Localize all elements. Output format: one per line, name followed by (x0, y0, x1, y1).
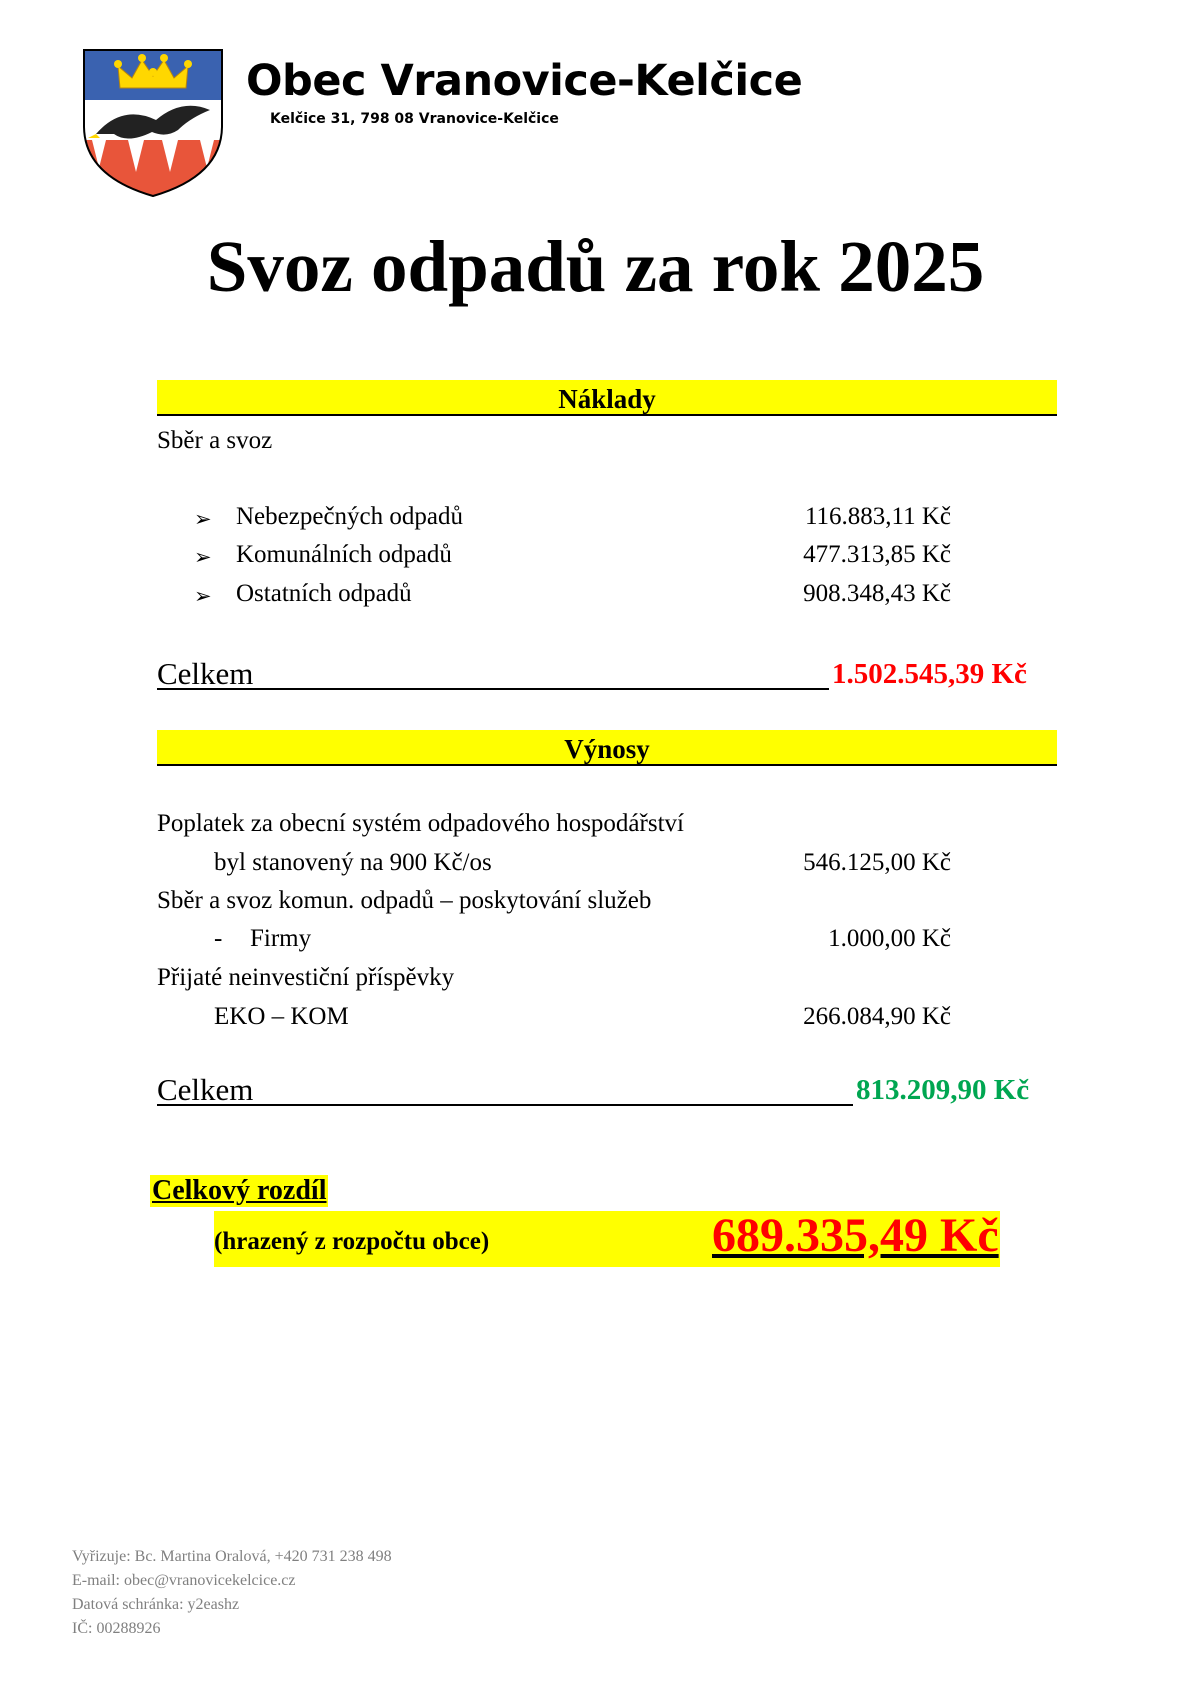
costs-total-label: Celkem (157, 656, 254, 691)
costs-heading: Náklady (157, 380, 1057, 416)
revenues-total-label: Celkem (157, 1072, 254, 1107)
revenues-total-amount: 813.209,90 Kč (856, 1074, 1030, 1106)
revenues-total-underline (157, 1104, 853, 1106)
footer-ic: IČ: 00288926 (72, 1620, 161, 1637)
revenue-fee-amount: 546.125,00 Kč (803, 849, 951, 876)
costs-item-label: Komunálních odpadů (236, 541, 452, 568)
footer-email: E-mail: obec@vranovicekelcice.cz (72, 1572, 296, 1589)
arrow-bullet-icon: ➢ (194, 545, 212, 569)
revenue-services-label: Sběr a svoz komun. odpadů – poskytování služeb (157, 887, 652, 914)
org-name: Obec Vranovice-Kelčice (246, 56, 803, 106)
revenue-contrib-amount: 266.084,90 Kč (803, 1003, 951, 1030)
revenue-fee-label: Poplatek za obecní systém odpadového hospodářství (157, 810, 684, 837)
arrow-bullet-icon: ➢ (194, 584, 212, 608)
revenue-services-dash: - (214, 925, 223, 952)
costs-item-label: Ostatních odpadů (236, 580, 412, 607)
footer-contact: Vyřizuje: Bc. Martina Oralová, +420 731 238 498 (72, 1548, 392, 1565)
revenue-fee-sub: byl stanovený na 900 Kč/os (214, 849, 492, 876)
revenue-services-amount: 1.000,00 Kč (828, 925, 951, 952)
costs-item-amount: 477.313,85 Kč (803, 541, 951, 568)
arrow-bullet-icon: ➢ (194, 507, 212, 531)
costs-intro: Sběr a svoz (157, 427, 273, 454)
footer-databox: Datová schránka: y2eashz (72, 1596, 240, 1613)
costs-total-amount: 1.502.545,39 Kč (832, 658, 1027, 690)
difference-sub: (hrazený z rozpočtu obce) (214, 1228, 490, 1255)
page-title: Svoz odpadů za rok 2025 (206, 226, 985, 307)
costs-item-amount: 116.883,11 Kč (804, 503, 951, 530)
revenue-services-sub: Firmy (250, 925, 312, 952)
difference-label: Celkový rozdíl (152, 1175, 327, 1206)
costs-item-amount: 908.348,43 Kč (803, 580, 951, 607)
costs-total-underline (157, 688, 829, 690)
org-address: Kelčice 31, 798 08 Vranovice-Kelčice (270, 111, 559, 127)
difference-amount: 689.335,49 Kč (712, 1209, 999, 1262)
costs-item-label: Nebezpečných odpadů (236, 503, 463, 530)
revenue-contrib-sub: EKO – KOM (214, 1003, 349, 1030)
revenues-heading: Výnosy (157, 730, 1057, 766)
coat-of-arms-logo (82, 48, 224, 198)
revenue-contrib-label: Přijaté neinvestiční příspěvky (157, 964, 455, 991)
